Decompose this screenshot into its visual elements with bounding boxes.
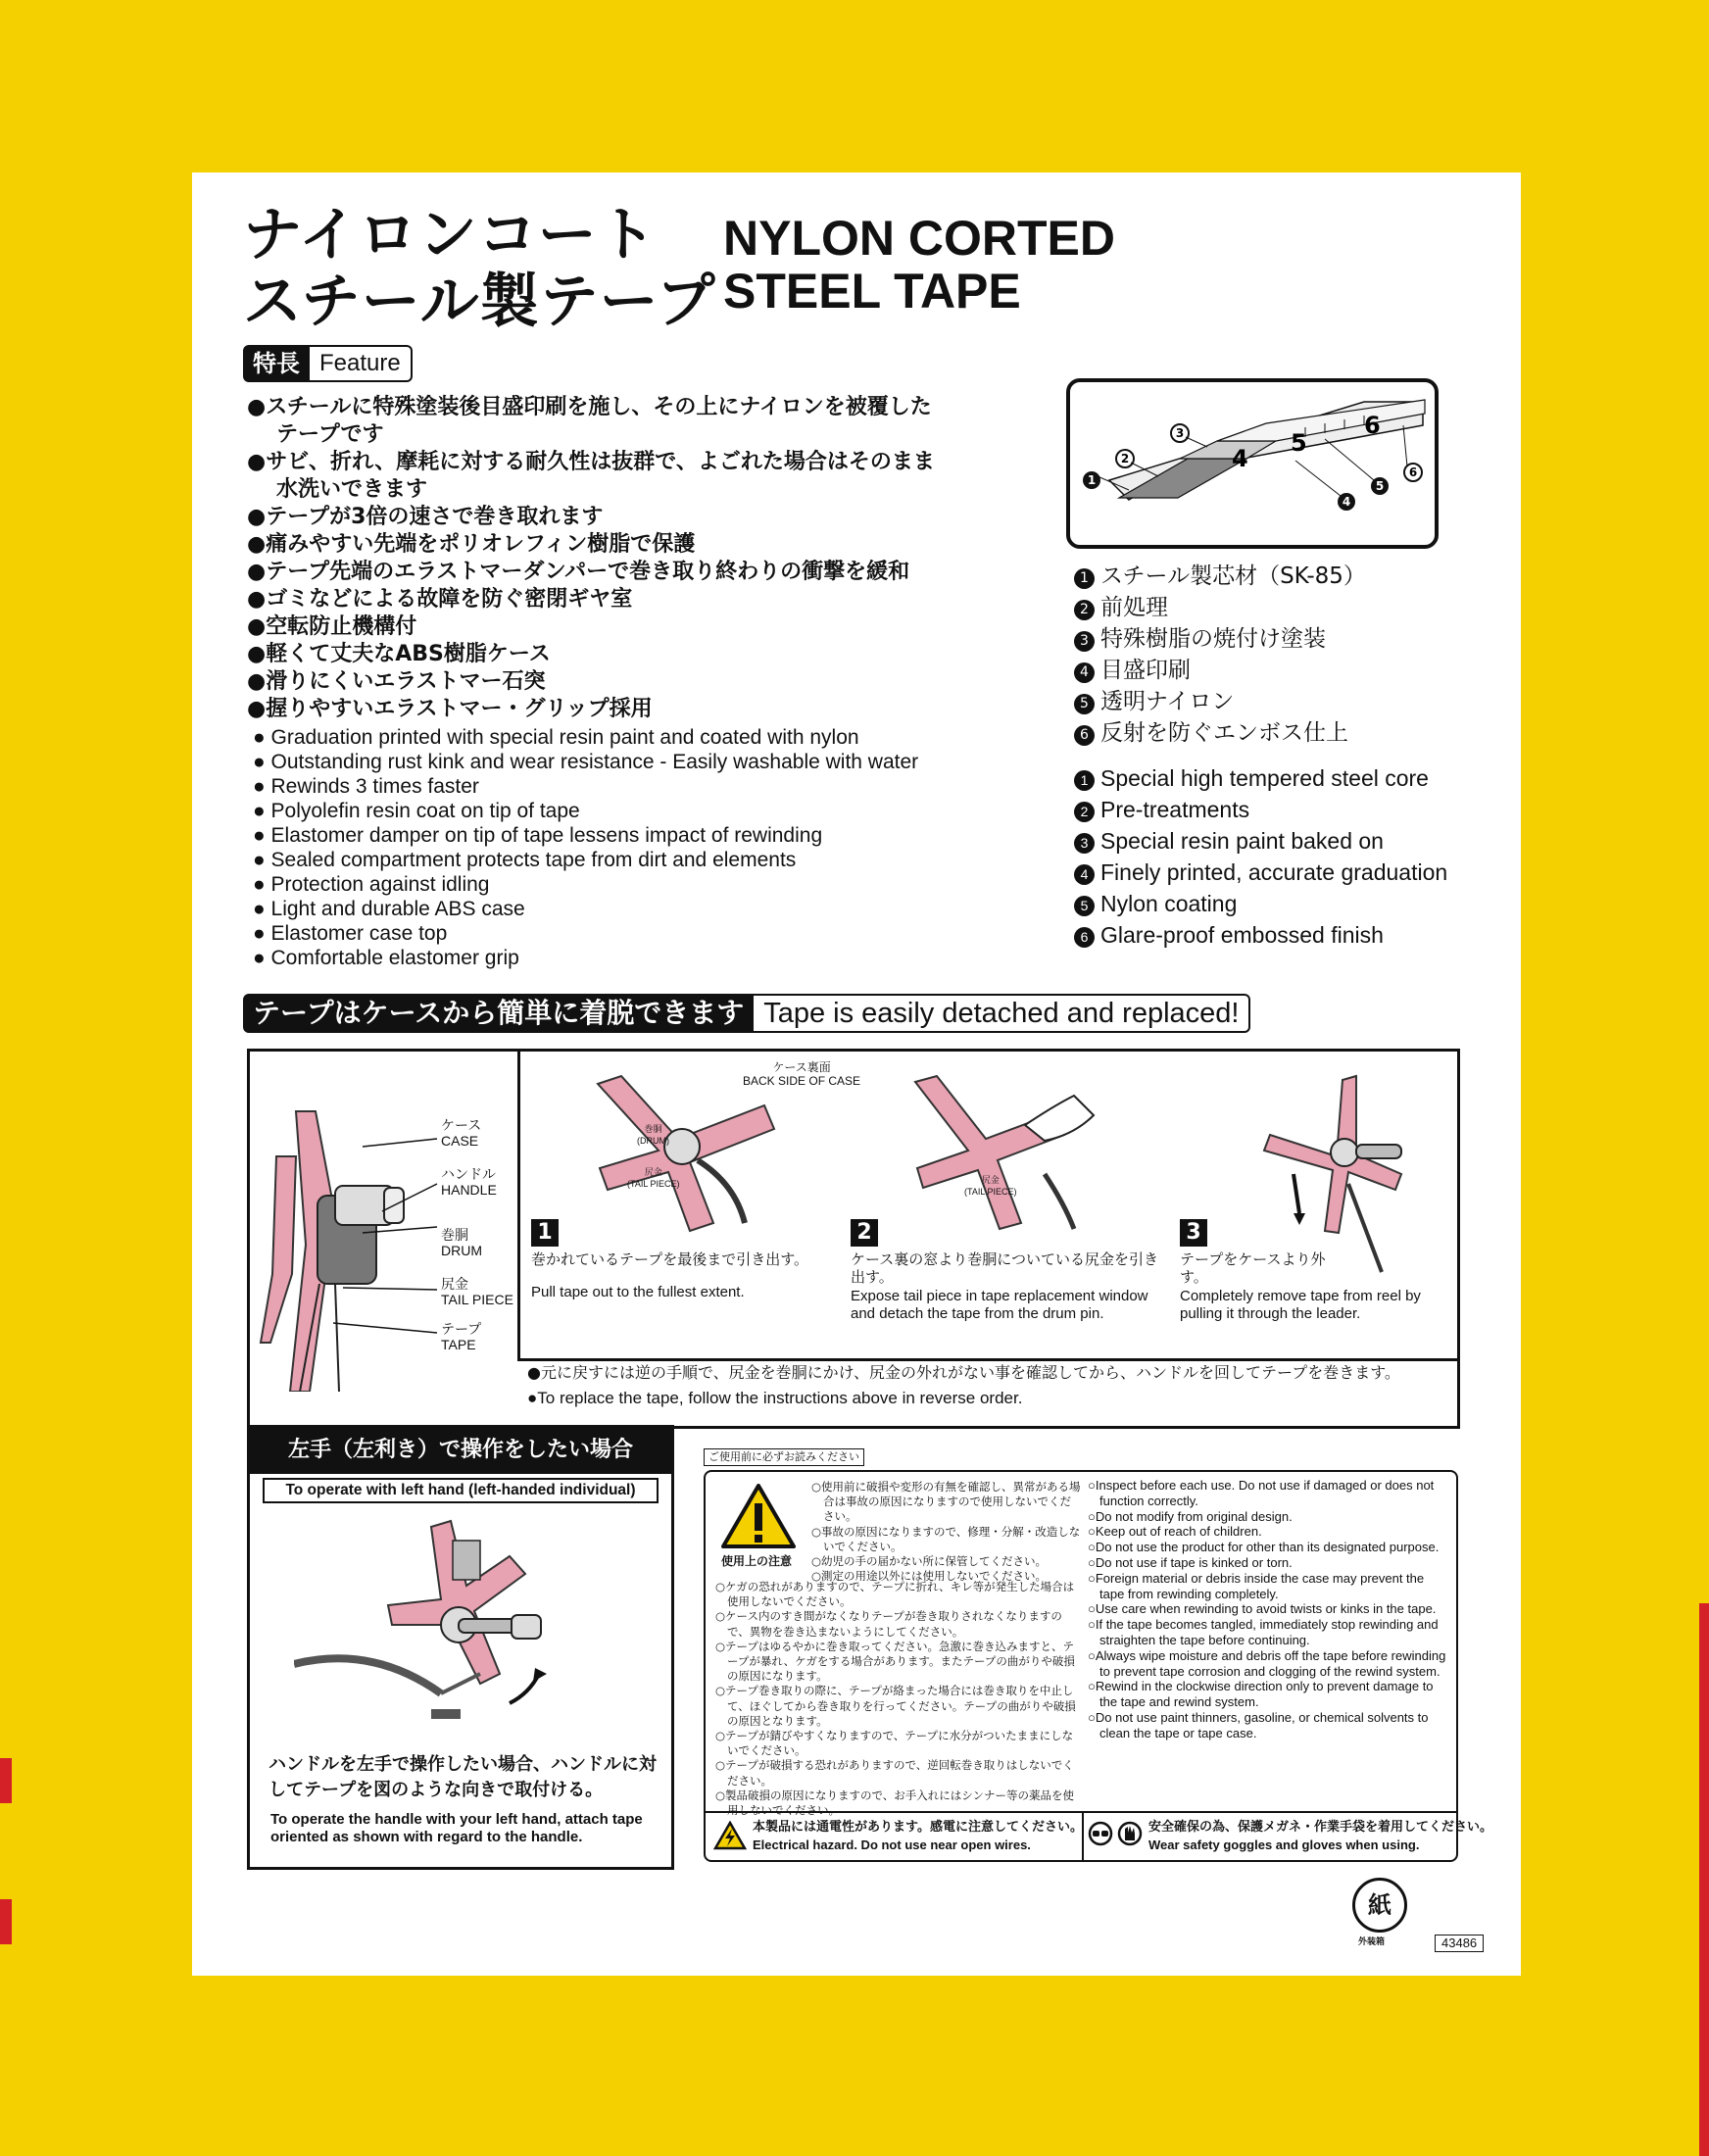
feature-jp-item: ●軽くて丈夫なABS樹脂ケース xyxy=(247,642,551,666)
layer-jp-item xyxy=(1074,561,1366,592)
left-hand-body-en: To operate the handle with your left hand, attach tape oriented as shown with regard to the handle. xyxy=(270,1811,643,1845)
step-number: 3 xyxy=(1180,1219,1207,1247)
caution-jp-item: ○ケース内のすき間がなくなりテープが巻き取りされなくなりますので、異物を巻き込まないようにしてください。 xyxy=(715,1609,1062,1639)
part-jp: 尻金 xyxy=(441,1276,468,1292)
part-jp: ケース xyxy=(441,1117,482,1133)
caution-jp-item: ○製品破損の原因になりますので、お手入れにはシンナー等の薬品を使 xyxy=(715,1788,1075,1802)
tape-layers-illustration xyxy=(1070,382,1435,545)
recycle-mark: 紙 xyxy=(1368,1891,1392,1919)
layer-jp-item xyxy=(1074,592,1366,623)
caution-jp-item: ○幼児の手の届かない所に保管してください。 xyxy=(811,1554,1048,1569)
feature-jp-item: ●テープ先端のエラストマーダンパーで巻き取り終わりの衝撃を緩和 xyxy=(247,560,910,584)
callout-3: 3 xyxy=(1175,426,1185,440)
product-code: 43486 xyxy=(1435,1935,1484,1952)
title-jp-line2: スチール製テープ xyxy=(243,268,716,336)
paper-recycle-icon xyxy=(1352,1878,1407,1933)
caution-en-item: ○Rewind in the clockwise direction only to prevent damage to the tape and rewind system. xyxy=(1088,1679,1434,1710)
title-en-line2: STEEL TAPE xyxy=(723,264,1021,318)
part-en: TAIL PIECE xyxy=(441,1292,513,1307)
layer-label: スチール製芯材（SK-85） xyxy=(1100,564,1366,589)
layer-label: 目盛印刷 xyxy=(1100,658,1191,683)
edge-mark-right xyxy=(1699,1603,1709,2156)
feature-jp-item: ●スチールに特殊塗装後目盛印刷を施し、その上にナイロンを被覆した テープです xyxy=(247,395,953,447)
step-1 xyxy=(531,1219,854,1301)
part-case xyxy=(441,1117,513,1166)
layer-label: Special high tempered steel core xyxy=(1100,765,1429,791)
detach-divider-h xyxy=(517,1358,1460,1361)
feature-tag-en: Feature xyxy=(310,345,413,382)
feature-en-item: ● Polyolefin resin coat on tip of tape xyxy=(253,800,580,822)
callout-4: 4 xyxy=(1342,495,1351,509)
callout-1: 1 xyxy=(1087,473,1097,487)
layer-num: 1 xyxy=(1074,770,1095,791)
layers-jp xyxy=(1074,561,1366,749)
layer-num: 3 xyxy=(1074,833,1095,854)
step-number: 2 xyxy=(851,1219,878,1247)
feature-en-item: ● Elastomer case top xyxy=(253,922,448,945)
feature-jp-item: ●ゴミなどによる故障を防ぐ密閉ギヤ室 xyxy=(247,587,633,612)
caution-en-item: ○Keep out of reach of children. xyxy=(1088,1524,1262,1540)
layer-num: 4 xyxy=(1074,864,1095,885)
layer-label: 透明ナイロン xyxy=(1100,689,1235,714)
layer-num: 6 xyxy=(1074,927,1095,948)
caution-jp-item: ○テープ巻き取りの際に、テープが絡まった場合には巻き取りを中止して、ほぐしてから巻き取りを行ってください。テープの曲がりや破損の原因となります。 xyxy=(715,1684,1076,1728)
parts-leader-lines xyxy=(323,1107,441,1352)
callout-6: 6 xyxy=(1408,466,1418,479)
layer-en-item xyxy=(1074,794,1447,825)
layer-num: 1 xyxy=(1074,568,1095,589)
caution-label: 使用上の注意 xyxy=(721,1554,793,1568)
gloves-icon xyxy=(1117,1821,1143,1846)
tail-en: (TAIL PIECE) xyxy=(964,1187,1017,1197)
layer-label: Special resin paint baked on xyxy=(1100,828,1384,854)
feature-en-item: ● Graduation printed with special resin paint and coated with nylon xyxy=(253,726,859,749)
title-jp xyxy=(243,202,716,335)
detach-tag-jp: テープはケースから簡単に着脱できます xyxy=(243,994,754,1033)
layer-en-item xyxy=(1074,825,1447,857)
drum-jp: 巻胴 xyxy=(644,1124,662,1134)
part-tape xyxy=(441,1321,513,1352)
part-en: HANDLE xyxy=(441,1182,497,1198)
feature-en-item: ● Light and durable ABS case xyxy=(253,898,525,920)
tape-mark-5: 5 xyxy=(1291,429,1307,457)
layer-label: 反射を防ぐエンボス仕上 xyxy=(1100,720,1348,746)
tail-jp: 尻金 xyxy=(644,1167,662,1177)
safety-jp: 安全確保の為、保護メガネ・作業手袋を着用してください。 xyxy=(1148,1820,1493,1835)
part-handle xyxy=(441,1166,513,1227)
back-side-label xyxy=(743,1060,860,1088)
feature-jp-item: ●空転防止機構付 xyxy=(247,614,417,639)
layer-en-item xyxy=(1074,762,1447,794)
electrical-hazard-icon xyxy=(713,1821,747,1850)
step-jp: テープをケースより外す。 xyxy=(1180,1250,1326,1286)
feature-jp-item: ●痛みやすい先端をポリオレフィン樹脂で保護 xyxy=(247,532,696,557)
layer-jp-item xyxy=(1074,655,1366,686)
step1-illustration xyxy=(588,1066,784,1233)
electrical-warning xyxy=(753,1819,1083,1854)
reverse-note-jp: ●元に戻すには逆の手順で、尻金を巻胴にかけ、尻金の外れがない事を確認してから、ハンドルを回してテープを巻きます。 xyxy=(527,1363,1400,1382)
step-en: Expose tail piece in tape replacement window and detach the tape from the drum pin. xyxy=(851,1288,1148,1322)
detach-tag-en: Tape is easily detached and replaced! xyxy=(754,994,1250,1033)
caution-jp-item: ○テープが錆びやすくなりますので、テープに水分がついたままにしないでください。 xyxy=(715,1729,1074,1758)
caution-jp-item: ○テープが破損する恐れがありますので、逆回転巻き取りはしないでください。 xyxy=(715,1758,1074,1788)
step-en: Pull tape out to the fullest extent. xyxy=(531,1284,745,1300)
electrical-en: Electrical hazard. Do not use near open wires. xyxy=(753,1838,1031,1852)
drum-en: (DRUM) xyxy=(637,1136,669,1146)
layer-label: Glare-proof embossed finish xyxy=(1100,922,1384,948)
tail-en: (TAIL PIECE) xyxy=(627,1179,680,1189)
part-jp: 巻胴 xyxy=(441,1227,468,1243)
layer-num: 3 xyxy=(1074,631,1095,652)
feature-en-item: ● Elastomer damper on tip of tape lessens impact of rewinding xyxy=(253,824,823,847)
detach-tag xyxy=(243,994,1250,1033)
layer-en-item xyxy=(1074,888,1447,919)
layer-label: Finely printed, accurate graduation xyxy=(1100,859,1448,885)
part-tail-piece xyxy=(441,1276,513,1321)
layer-label: 特殊樹脂の焼付け塗装 xyxy=(1100,626,1326,652)
tail-label-1 xyxy=(627,1166,680,1190)
tail-jp: 尻金 xyxy=(981,1175,1000,1185)
step2-illustration xyxy=(907,1066,1103,1233)
layer-en-item xyxy=(1074,857,1447,888)
layer-num: 5 xyxy=(1074,694,1095,714)
part-en: TAPE xyxy=(441,1337,476,1352)
edge-mark-left-2 xyxy=(0,1899,12,1944)
caution-en-item: ○Always wipe moisture and debris off the tape before rewinding to prevent tape corrosion and clogging of the rewind system. xyxy=(1088,1647,1446,1679)
caution-en-item: ○If the tape becomes tangled, immediately stop rewinding and straighten the tape before continuing. xyxy=(1088,1617,1439,1647)
layer-num: 6 xyxy=(1074,725,1095,746)
feature-en-item: ● Rewinds 3 times faster xyxy=(253,775,479,798)
feature-en-item: ● Sealed compartment protects tape from dirt and elements xyxy=(253,849,797,871)
title-jp-line1: ナイロンコート xyxy=(243,201,658,270)
left-hand-body-jp: ハンドルを左手で操作したい場合、ハンドルに対してテープを図のような向きで取付ける。 xyxy=(269,1754,657,1800)
step-3 xyxy=(1180,1219,1444,1323)
feature-en-item: ● Comfortable elastomer grip xyxy=(253,947,519,969)
part-en: DRUM xyxy=(441,1243,482,1258)
caution-header: ご使用前に必ずお読みください xyxy=(704,1448,864,1466)
callout-5: 5 xyxy=(1375,479,1385,493)
caution-en-item: ○Do not modify from original design. xyxy=(1088,1508,1293,1524)
part-en: CASE xyxy=(441,1133,479,1149)
caution-en xyxy=(1088,1478,1448,1741)
title-en-line1: NYLON CORTED xyxy=(723,211,1115,266)
caution-jp-item: ○使用前に破損や変形の有無を確認し、異常がある場合は事故の原因になりますので使用しないでください。 xyxy=(811,1480,1081,1524)
goggles-icon xyxy=(1088,1821,1113,1846)
layers-en xyxy=(1074,762,1447,951)
part-jp: テープ xyxy=(441,1321,482,1337)
layer-label: Pre-treatments xyxy=(1100,797,1250,822)
features-jp xyxy=(247,394,972,723)
step-jp: 巻かれているテープを最後まで引き出す。 xyxy=(531,1250,809,1268)
tape-mark-6: 6 xyxy=(1364,412,1381,439)
feature-en-item: ● Protection against idling xyxy=(253,873,490,896)
layer-label: Nylon coating xyxy=(1100,891,1238,916)
layer-num: 2 xyxy=(1074,600,1095,620)
edge-mark-left-1 xyxy=(0,1758,12,1803)
layer-jp-item xyxy=(1074,686,1366,717)
back-side-jp: ケース裏面 xyxy=(772,1060,831,1074)
safety-gear-warning xyxy=(1148,1819,1492,1854)
caution-en-item: ○Do not use if tape is kinked or torn. xyxy=(1088,1554,1293,1570)
feature-tag xyxy=(243,345,413,382)
drum-label xyxy=(637,1123,669,1147)
feature-jp-item: ●サビ、折れ、摩耗に対する耐久性は抜群で、よごれた場合はそのまま 水洗いできます xyxy=(247,450,956,502)
layer-en-item xyxy=(1074,919,1447,951)
step-number: 1 xyxy=(531,1219,559,1247)
reverse-note-en: ●To replace the tape, follow the instructions above in reverse order. xyxy=(527,1389,1023,1407)
left-hand-title-jp: 左手（左利き）で操作をしたい場合 xyxy=(247,1427,674,1474)
feature-tag-jp: 特長 xyxy=(243,345,310,382)
caution-bottom-divider xyxy=(704,1811,1458,1813)
title-en xyxy=(723,212,1115,318)
part-drum xyxy=(441,1227,513,1276)
feature-jp-item: ●握りやすいエラストマー・グリップ採用 xyxy=(247,697,653,721)
caution-en-item: ○Use care when rewinding to avoid twists or kinks in the tape. xyxy=(1088,1601,1437,1617)
layer-num: 5 xyxy=(1074,896,1095,916)
layer-num: 4 xyxy=(1074,662,1095,683)
layer-jp-item xyxy=(1074,717,1366,749)
feature-en-item: ● Outstanding rust kink and wear resistance - Easily washable with water xyxy=(253,751,919,773)
electrical-jp: 本製品には通電性があります。感電に注意してください。 xyxy=(753,1820,1083,1835)
caution-jp-item: ○事故の原因になりますので、修理・分解・改造しないでください。 xyxy=(811,1524,1081,1553)
caution-jp-rest xyxy=(715,1580,1082,1818)
layer-label: 前処理 xyxy=(1100,595,1168,620)
left-hand-illustration xyxy=(294,1517,627,1733)
layer-jp-item xyxy=(1074,623,1366,655)
detach-divider-v xyxy=(517,1049,520,1360)
caution-jp-top xyxy=(811,1480,1082,1584)
parts-labels xyxy=(441,1117,513,1352)
step-en: Completely remove tape from reel by pulling it through the leader. xyxy=(1180,1288,1421,1322)
caution-en-item: ○Foreign material or debris inside the case may prevent the tape from rewinding completely. xyxy=(1088,1570,1425,1601)
tape-diagram xyxy=(1066,378,1439,549)
layer-num: 2 xyxy=(1074,802,1095,822)
warning-triangle-icon xyxy=(721,1484,796,1548)
caution-en-item: ○Do not use paint thinners, gasoline, or chemical solvents to clean the tape or tape case. xyxy=(1088,1709,1429,1740)
back-side-en: BACK SIDE OF CASE xyxy=(743,1074,861,1088)
feature-jp-item: ●滑りにくいエラストマー石突 xyxy=(247,669,546,694)
safety-en: Wear safety goggles and gloves when using. xyxy=(1148,1838,1420,1852)
feature-jp-item: ●テープが3倍の速さで巻き取れます xyxy=(247,505,604,529)
callout-2: 2 xyxy=(1120,452,1130,466)
caution-jp-item: ○測定の用途以外には使用しないでください。 xyxy=(811,1569,1048,1584)
caution-en-item: ○Inspect before each use. Do not use if damaged or does not function correctly. xyxy=(1088,1478,1435,1508)
caution-jp-item: ○ケガの恐れがありますので、テープに折れ、キレ等が発生した場合は使用しないでください。 xyxy=(715,1580,1075,1609)
step-jp: ケース裏の窓より巻胴についている尻金を引き出す。 xyxy=(851,1250,1158,1286)
left-hand-title-en: To operate with left hand (left-handed individual) xyxy=(263,1478,659,1503)
tail-label-2 xyxy=(964,1174,1017,1198)
caution-jp-item: ○テープはゆるやかに巻き取ってください。急激に巻き込みますと、テープが暴れ、ケガをする場合があります。またテープの曲がりや破損の原因になります。 xyxy=(715,1639,1075,1684)
caution-en-item: ○Do not use the product for other than its designated purpose. xyxy=(1088,1540,1440,1555)
features-en xyxy=(253,725,998,970)
tape-mark-4: 4 xyxy=(1232,445,1248,472)
part-jp: ハンドル xyxy=(441,1166,496,1182)
recycle-label: 外装箱 xyxy=(1358,1937,1386,1947)
step-2 xyxy=(851,1219,1170,1323)
